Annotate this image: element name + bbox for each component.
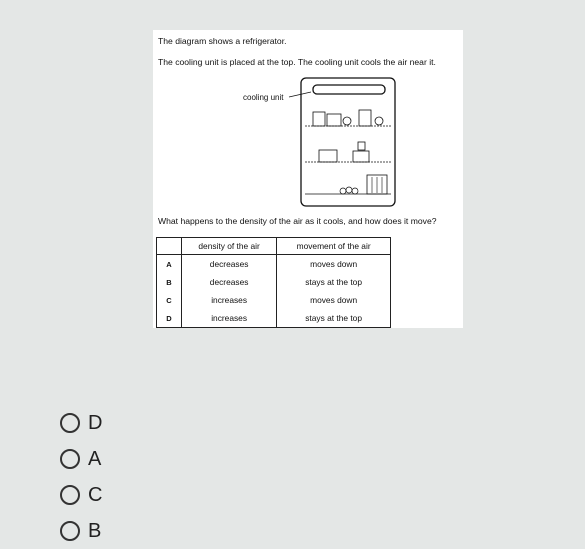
option-a[interactable] — [60, 441, 102, 477]
refrigerator-diagram — [153, 30, 463, 216]
option-label: B — [88, 519, 102, 542]
movement-cell: moves down — [277, 291, 391, 309]
question-intro: The diagram shows a refrigerator. — [158, 36, 287, 46]
option-label: D — [88, 411, 103, 434]
cooling-unit — [313, 85, 385, 94]
food-container — [353, 151, 369, 162]
food-can — [375, 117, 383, 125]
answer-options — [60, 405, 102, 549]
table-header-row — [157, 238, 391, 255]
row-letter: A — [157, 255, 182, 274]
table-header: movement of the air — [277, 238, 391, 255]
radio-button[interactable] — [60, 413, 80, 433]
table-row — [157, 291, 391, 309]
movement-cell: stays at the top — [277, 273, 391, 291]
table-row — [157, 309, 391, 328]
food-tray — [319, 150, 337, 162]
food-small-box — [358, 142, 365, 150]
row-letter: D — [157, 309, 182, 328]
row-letter: B — [157, 273, 182, 291]
option-label: C — [88, 483, 103, 506]
movement-cell: moves down — [277, 255, 391, 274]
cooling-unit-label: cooling unit — [243, 93, 284, 102]
answer-table — [156, 237, 391, 328]
table-header: density of the air — [182, 238, 277, 255]
density-cell: decreases — [182, 255, 277, 274]
density-cell: increases — [182, 309, 277, 328]
question-context: The cooling unit is placed at the top. The cooling unit cools the air near it. — [158, 57, 436, 67]
fruit-2 — [346, 187, 352, 193]
fruit-3 — [352, 188, 358, 194]
density-cell: decreases — [182, 273, 277, 291]
option-label: A — [88, 447, 102, 470]
food-jar — [343, 117, 351, 125]
row-letter: C — [157, 291, 182, 309]
fruit-1 — [340, 188, 346, 194]
fridge-body — [301, 78, 395, 206]
food-box — [313, 112, 325, 126]
table-header — [157, 238, 182, 255]
food-carton — [327, 114, 341, 126]
table-row — [157, 255, 391, 274]
density-cell: increases — [182, 291, 277, 309]
radio-button[interactable] — [60, 521, 80, 541]
option-c[interactable] — [60, 477, 102, 513]
question-card — [153, 30, 463, 328]
question-prompt: What happens to the density of the air as it cools, and how does it move? — [158, 216, 437, 226]
label-pointer-line — [289, 92, 311, 97]
option-b[interactable] — [60, 513, 102, 549]
table-row — [157, 273, 391, 291]
option-d[interactable] — [60, 405, 102, 441]
food-bottle — [359, 110, 371, 126]
radio-button[interactable] — [60, 449, 80, 469]
movement-cell: stays at the top — [277, 309, 391, 328]
radio-button[interactable] — [60, 485, 80, 505]
